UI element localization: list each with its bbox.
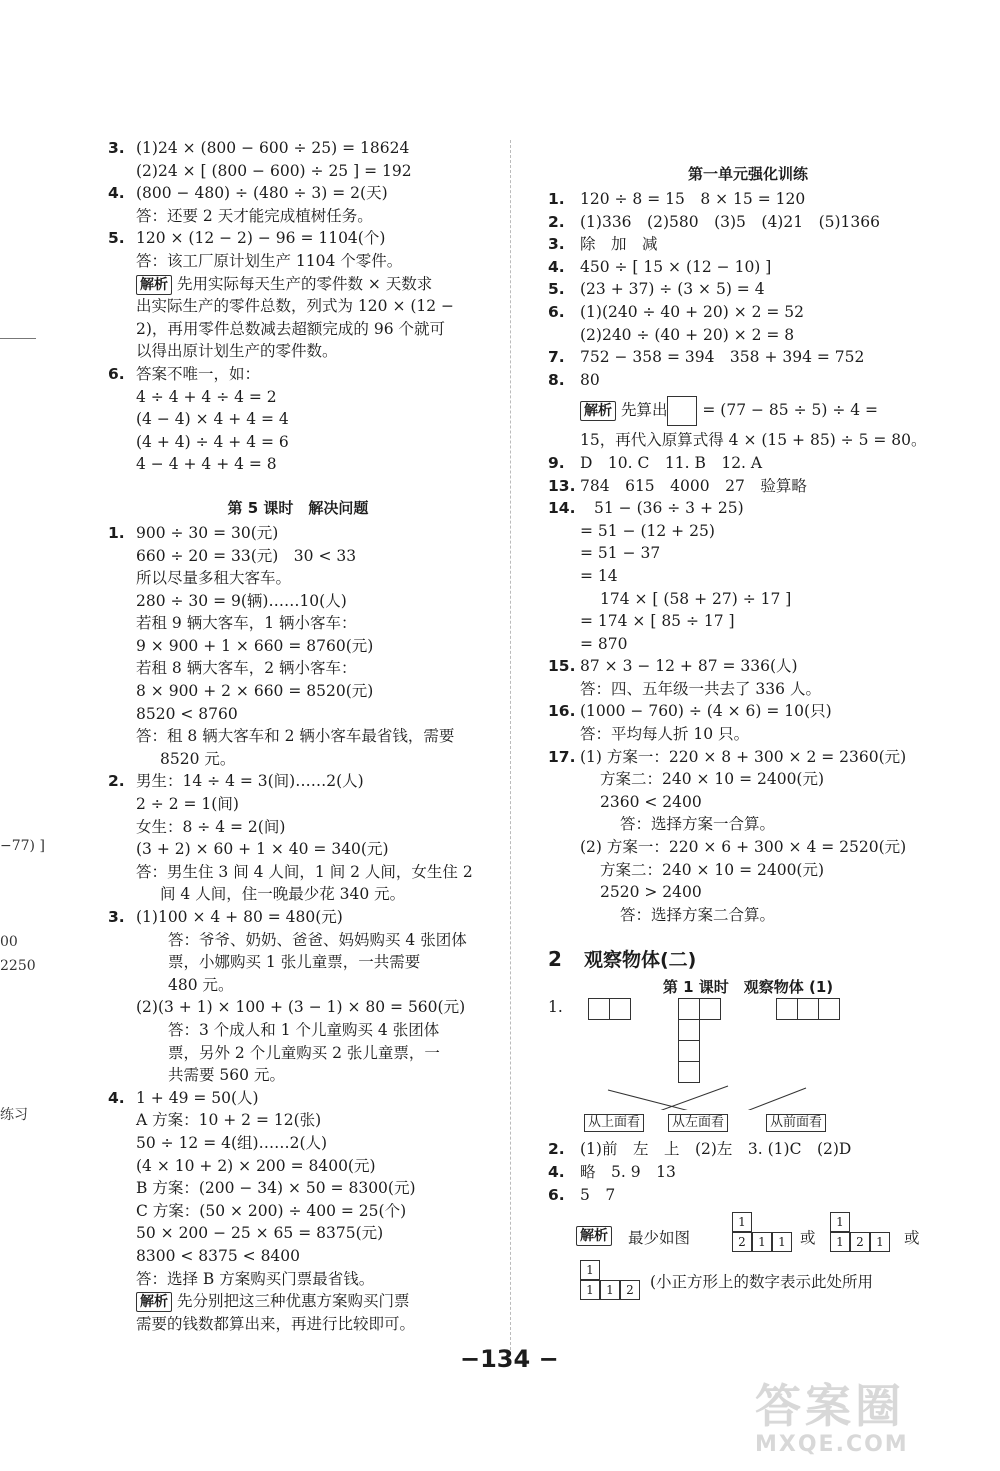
answer-line: 17. (1) 方案一：220 × 8 + 300 × 2 = 2360(元) — [548, 747, 907, 766]
answer-line: = 870 — [580, 634, 628, 653]
analysis-line: 解析 先算出 = (77 − 85 ÷ 5) ÷ 4 = — [548, 391, 948, 429]
cube-count: 1 — [600, 1280, 620, 1300]
answer-line: 所以尽量多租大客车。 — [136, 569, 292, 588]
answer-line: B 方案：(200 − 34) × 50 = 8300(元) — [136, 1179, 416, 1198]
blank-box — [667, 396, 697, 426]
section-title-unit1-training: 第一单元强化训练 — [687, 165, 808, 183]
answer-line: 4. 450 ÷ [ 15 × (12 − 10) ] — [548, 257, 772, 276]
answer-line: 若租 8 辆大客车，2 辆小客车： — [136, 659, 357, 678]
right-column — [548, 160, 948, 1304]
analysis-line: 2)，再用零件总数减去超额完成的 96 个就可 — [136, 319, 445, 338]
answer-line: 3. 除 加 减 — [548, 235, 658, 254]
answer-line: 答：3 个成人和 1 个儿童购买 4 张团体 — [168, 1020, 440, 1039]
answer-line: 间 4 人间，住一晚最少花 340 元。 — [160, 885, 406, 904]
analysis-line — [548, 1258, 948, 1304]
analysis-text: 或 — [904, 1229, 920, 1248]
edge-fragment-1: −77) ] — [0, 838, 45, 854]
answer-line: 6. (1)(240 ÷ 40 + 20) × 2 = 52 — [548, 302, 805, 321]
answer-line: 14. 51 − (36 ÷ 3 + 25) — [548, 499, 744, 518]
cube-grid-1 — [732, 1212, 796, 1254]
view-labels — [548, 1110, 948, 1138]
analysis-tag: 解析 — [576, 1226, 612, 1246]
section-title-lesson5: 第 5 课时 解决问题 — [227, 498, 369, 517]
answer-line: (2)240 ÷ (40 + 20) × 2 = 8 — [580, 325, 795, 344]
analysis-line: 出实际生产的零件总数，列式为 120 × (12 − — [136, 297, 455, 316]
answer-line: 答：爷爷、奶奶、爸爸、妈妈购买 4 张团体 — [168, 930, 467, 949]
answer-line: 13. 784 615 4000 27 验算略 — [548, 476, 807, 495]
answer-line: (4 + 4) ÷ 4 + 4 = 6 — [136, 432, 289, 451]
answer-line: 女生：8 ÷ 4 = 2(间) — [136, 817, 286, 836]
answer-line: 3. (1)24 × (800 − 600 ÷ 25) = 18624 — [108, 139, 410, 157]
analysis-line: 15，再代入原算式得 4 × (15 + 85) ÷ 5 = 80。 — [580, 431, 927, 450]
answer-line: (2)24 × [ (800 − 600) ÷ 25 ] = 192 — [136, 161, 412, 180]
answer-line: 480 元。 — [168, 975, 234, 994]
answer-line: 答：还要 2 天才能完成植树任务。 — [136, 206, 373, 225]
answer-line: 15. 87 × 3 − 12 + 87 = 336(人) — [548, 657, 798, 676]
edge-fragment-4: 练习 — [0, 1107, 28, 1123]
answer-line: 7. 752 − 358 = 394 358 + 394 = 752 — [548, 348, 865, 367]
watermark-url: MXQE.COM — [755, 1432, 909, 1457]
analysis-line: 以得出原计划生产的零件数。 — [136, 342, 338, 361]
answer-line: 共需要 560 元。 — [168, 1066, 285, 1085]
question-number: 1. — [548, 998, 563, 1017]
analysis-tag: 解析 — [136, 275, 172, 295]
answer-line: 4. 略 5. 9 13 — [548, 1163, 676, 1181]
column-divider — [510, 140, 511, 1355]
answer-line: 4. 1 + 49 = 50(人) — [108, 1088, 259, 1107]
analysis-line: 解析 先用实际每天生产的零件数 × 天数求 — [108, 273, 488, 296]
answer-line: 2. (1)前 左 上 (2)左 3. (1)C (2)D — [548, 1140, 852, 1159]
unit-title: 观察物体(二) — [584, 949, 697, 972]
cube-count: 2 — [620, 1280, 640, 1300]
answer-line: 2. (1)336 (2)580 (3)5 (4)21 (5)1366 — [548, 212, 880, 231]
edge-fragment-2: 00 — [0, 934, 18, 950]
answer-line: 50 × 200 − 25 × 65 = 8375(元) — [136, 1224, 384, 1243]
answer-line: = 51 − 37 — [580, 544, 661, 563]
analysis-line: 解析 先分别把这三种优惠方案购买门票 — [108, 1290, 488, 1313]
answer-line: 8 × 900 + 2 × 660 = 8520(元) — [136, 682, 374, 701]
answer-line: 方案二：240 × 10 = 2400(元) — [600, 770, 825, 789]
unit-number: 2 — [548, 947, 562, 972]
edge-fragment-3: 2250 — [0, 958, 36, 974]
answer-line: 答：男生住 3 间 4 人间，1 间 2 人间，女生住 2 — [136, 862, 473, 881]
answer-line: 1. 120 ÷ 8 = 15 8 × 15 = 120 — [548, 190, 806, 208]
section-title-lesson1: 第 1 课时 观察物体 (1) — [662, 978, 834, 997]
answer-line: = 174 × [ 85 ÷ 17 ] — [580, 612, 735, 631]
answer-line: 4 − 4 + 4 + 4 = 8 — [136, 455, 277, 474]
answer-line: 4. (800 − 480) ÷ (480 ÷ 3) = 2(天) — [108, 184, 388, 203]
cube-count: 1 — [580, 1280, 600, 1300]
watermark-text: 答案圈 — [755, 1379, 905, 1433]
left-column — [108, 137, 488, 1335]
analysis-line: 需要的钱数都算出来，再进行比较即可。 — [136, 1314, 416, 1333]
answer-line: 答：选择方案一合算。 — [620, 815, 776, 834]
cube-grid-2 — [830, 1212, 894, 1254]
analysis-tag: 解析 — [580, 401, 616, 421]
cube-count: 2 — [850, 1232, 870, 1252]
answer-line: 9. D 10. C 11. B 12. A — [548, 453, 763, 472]
answer-line: 8520 < 8760 — [136, 704, 238, 723]
answer-line: 答：平均每人折 10 只。 — [580, 725, 750, 744]
answer-line: A 方案：10 + 2 = 12(张) — [136, 1111, 322, 1130]
cube-count: 1 — [830, 1232, 850, 1252]
answer-line: = 14 — [580, 566, 618, 585]
answer-line: 9 × 900 + 1 × 660 = 8760(元) — [136, 636, 374, 655]
analysis-text: (小正方形上的数字表示此处所用 — [650, 1273, 874, 1292]
answer-line: 8300 < 8375 < 8400 — [136, 1246, 301, 1265]
view-label-top: 从上面看 — [584, 1114, 644, 1132]
answer-line: 6. 答案不唯一，如： — [108, 364, 261, 383]
view-label-left: 从左面看 — [668, 1114, 728, 1132]
cube-count: 1 — [870, 1232, 890, 1252]
edge-rule — [0, 338, 36, 339]
answer-line: 票，另外 2 个儿童购买 2 张儿童票，一 — [168, 1043, 440, 1062]
answer-line: 方案二：240 × 10 = 2400(元) — [600, 860, 825, 879]
answer-line: 2360 < 2400 — [600, 792, 702, 811]
cube-count: 1 — [752, 1232, 772, 1252]
answer-line: 4 ÷ 4 + 4 ÷ 4 = 2 — [136, 387, 277, 406]
answer-line: 174 × [ (58 + 27) ÷ 17 ] — [600, 589, 792, 608]
view-matching-figure — [548, 998, 948, 1110]
answer-line: 2. 男生：14 ÷ 4 = 3(间)……2(人) — [108, 772, 364, 791]
analysis-text: 最少如图 — [628, 1229, 691, 1248]
answer-line: 6. 5 7 — [548, 1185, 616, 1204]
cube-count: 1 — [732, 1212, 752, 1232]
answer-line: 2520 > 2400 — [600, 883, 702, 902]
answer-line: 答：选择 B 方案购买门票最省钱。 — [136, 1269, 375, 1288]
watermark-logo — [755, 1380, 975, 1466]
answer-line: 660 ÷ 20 = 33(元) 30 < 33 — [136, 546, 357, 565]
answer-line: 答：四、五年级一共去了 336 人。 — [580, 679, 821, 698]
cube-grid-3 — [580, 1260, 644, 1302]
answer-line: C 方案：(50 × 200) ÷ 400 = 25(个) — [136, 1201, 407, 1220]
answer-line: 票，小娜购买 1 张儿童票，一共需要 — [168, 953, 421, 972]
answer-line: 答：选择方案二合算。 — [620, 905, 776, 924]
page-number: −134 − — [460, 1345, 559, 1373]
answer-line: (4 − 4) × 4 + 4 = 4 — [136, 410, 289, 429]
answer-line: 5. 120 × (12 − 2) − 96 = 1104(个) — [108, 229, 386, 248]
answer-line: 若租 9 辆大客车，1 辆小客车： — [136, 614, 357, 633]
analysis-text: 或 — [800, 1229, 816, 1248]
answer-line: 答：租 8 辆大客车和 2 辆小客车最省钱，需要 — [136, 727, 455, 746]
cube-count: 1 — [830, 1212, 850, 1232]
answer-line: 50 ÷ 12 = 4(组)……2(人) — [136, 1133, 328, 1152]
answer-line: 答：该工厂原计划生产 1104 个零件。 — [136, 251, 403, 270]
analysis-tag: 解析 — [136, 1292, 172, 1312]
answer-line: 280 ÷ 30 = 9(辆)……10(人) — [136, 591, 347, 610]
answer-line: 8. 80 — [548, 370, 600, 389]
matching-lines — [548, 998, 848, 1110]
answer-line: 16. (1000 − 760) ÷ (4 × 6) = 10(只) — [548, 702, 832, 721]
analysis-line — [548, 1210, 948, 1258]
answer-line: 1. 900 ÷ 30 = 30(元) — [108, 523, 279, 542]
answer-line: (2) 方案一：220 × 6 + 300 × 4 = 2520(元) — [580, 838, 907, 857]
cube-count: 1 — [772, 1232, 792, 1252]
answer-line: 8520 元。 — [160, 749, 236, 768]
cube-count: 1 — [580, 1260, 600, 1280]
unit-heading — [548, 942, 948, 976]
answer-line: 2 ÷ 2 = 1(间) — [136, 795, 239, 814]
answer-line: 5. (23 + 37) ÷ (3 × 5) = 4 — [548, 280, 765, 299]
answer-line: (3 + 2) × 60 + 1 × 40 = 340(元) — [136, 840, 389, 859]
cube-count: 2 — [732, 1232, 752, 1252]
answer-line: (4 × 10 + 2) × 200 = 8400(元) — [136, 1156, 376, 1175]
answer-line: (2)(3 + 1) × 100 + (3 − 1) × 80 = 560(元) — [136, 998, 466, 1017]
answer-line: = 51 − (12 + 25) — [580, 521, 715, 540]
view-label-front: 从前面看 — [766, 1114, 826, 1132]
answer-line: 3. (1)100 × 4 + 80 = 480(元) — [108, 908, 343, 926]
